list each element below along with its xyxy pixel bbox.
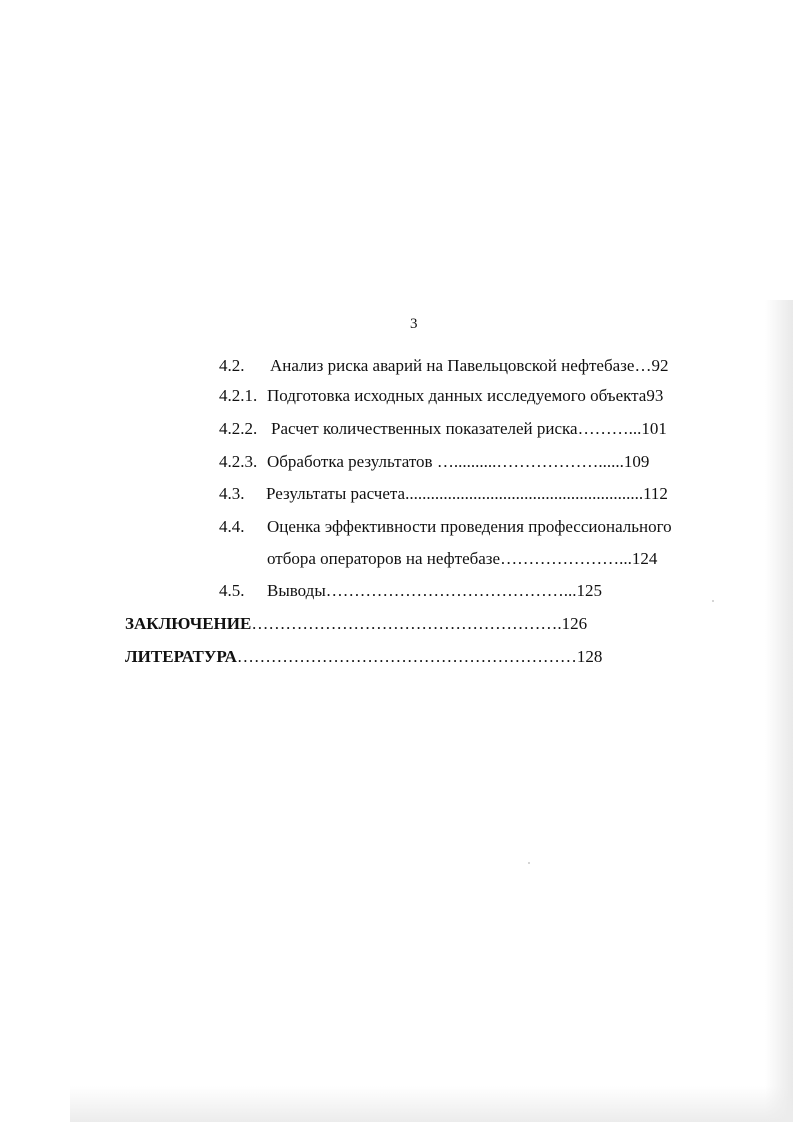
toc-title: Подготовка исходных данных исследуемого объекта xyxy=(267,386,647,405)
toc-page: 93 xyxy=(646,386,664,405)
toc-page: 109 xyxy=(623,452,650,471)
toc-page: 125 xyxy=(576,581,603,600)
toc-title: ЗАКЛЮЧЕНИЕ xyxy=(125,614,252,633)
toc-page: 92 xyxy=(651,356,669,375)
toc-leader: ……………………………………... xyxy=(325,581,577,600)
toc-entry-4-2 xyxy=(219,356,668,376)
toc-title: Анализ риска аварий на Павельцовской нефтебазе xyxy=(270,356,635,375)
toc-leader: ........................................................ xyxy=(405,484,644,503)
toc-title: Результаты расчета xyxy=(266,484,406,503)
toc-number: 4.2.3. xyxy=(219,452,258,471)
toc-title: Расчет количественных показателей риска xyxy=(271,419,578,438)
toc-entry-4-2-2 xyxy=(219,419,667,439)
toc-title: Выводы xyxy=(267,581,326,600)
toc-leader: …..........………………...... xyxy=(436,452,624,471)
scan-speck xyxy=(528,862,530,864)
toc-leader: …………………... xyxy=(500,549,632,568)
toc-number: 4.5. xyxy=(219,581,245,600)
toc-page: 124 xyxy=(631,549,658,568)
toc-page: 101 xyxy=(641,419,667,438)
scan-shadow-bottom xyxy=(70,1086,793,1122)
toc-entry-conclusion xyxy=(125,614,587,634)
page-number: 3 xyxy=(410,316,418,332)
toc-number: 4.3. xyxy=(219,484,245,503)
toc-entry-4-5 xyxy=(219,581,602,601)
toc-title: ЛИТЕРАТУРА xyxy=(125,647,237,666)
toc-title: отбора операторов на нефтебазе xyxy=(267,549,501,568)
toc-leader: …………………………………………………… xyxy=(236,647,577,666)
toc-entry-4-4 xyxy=(219,517,672,537)
toc-title: Оценка эффективности проведения профессионального xyxy=(267,517,672,536)
toc-entry-4-3 xyxy=(219,484,668,504)
toc-leader: … xyxy=(634,356,652,375)
toc-title: Обработка результатов xyxy=(267,452,433,471)
toc-page: 128 xyxy=(576,647,603,666)
scan-shadow-right xyxy=(765,300,793,1122)
toc-entry-4-2-3 xyxy=(219,452,649,472)
scan-speck xyxy=(712,600,714,602)
toc-number: 4.2. xyxy=(219,356,245,375)
toc-entry-literature xyxy=(125,647,602,667)
toc-leader: ………... xyxy=(577,419,642,438)
toc-entry-4-2-1 xyxy=(219,386,663,406)
toc-leader: ………………………………………………. xyxy=(251,614,562,633)
toc-number: 4.2.2. xyxy=(219,419,258,438)
toc-number: 4.2.1. xyxy=(219,386,258,405)
toc-page: 126 xyxy=(561,614,588,633)
toc-number: 4.4. xyxy=(219,517,245,536)
toc-entry-4-4-continued xyxy=(267,549,657,569)
toc-page: 112 xyxy=(643,484,668,503)
